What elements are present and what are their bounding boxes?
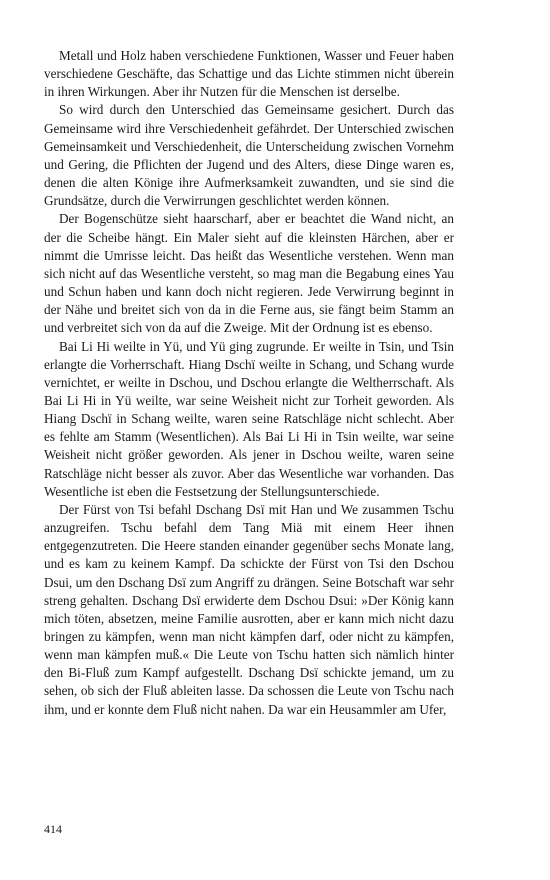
paragraph: Bai Li Hi weilte in Yü, und Yü ging zugrunde. Er weilte in Tsin, und Tsin erlangte die Vorherrschaft. Hiang Dschï weilte in Schang, und Schang wurde vernichtet, er weilte in Dschou, und Dschou erlangte die Weltherrschaft. Als Bai Li Hi in Yü weilte, war seine Weisheit nicht zur Torheit geworden. Als Hiang Dschï in Schang weilte, waren seine Ratschläge nicht schlecht. Aber es fehlte am Stamm (Wesentlichen). Als Bai Li Hi in Tsin weilte, war seine Weisheit nicht größer geworden. Als jener in Dschou weilte, waren seine Ratschläge nicht besser als zuvor. Aber das Wesentliche war vorhanden. Das Wesentliche ist eben die Festsetzung der Stellungsunterschiede.	[44, 338, 454, 499]
paragraph: Metall und Holz haben verschiedene Funktionen, Wasser und Feuer haben verschiedene Geschäfte, das Schattige und das Lichte stimmen nicht überein in ihren Wirkungen. Aber ihr Nutzen für die Menschen ist derselbe.	[44, 48, 454, 100]
paragraph: Der Bogenschütze sieht haarscharf, aber er beachtet die Wand nicht, an der die Scheibe hängt. Ein Maler sieht auf die kleinsten Härchen, aber er nimmt die Umrisse leicht. Das heißt das Wesentliche verstehen. Wenn man sich nicht auf das Wesentliche versteht, so mag man die Begabung eines Yau und Schun haben und kann doch nicht regieren. Jede Verwirrung beginnt in der Nähe und breitet sich von da in die Ferne aus, sie fängt beim Stamm an und verbreitet sich von da auf die Zweige. Mit der Ordnung ist es ebenso.	[44, 211, 454, 336]
paragraph: So wird durch den Unterschied das Gemeinsame gesichert. Durch das Gemeinsame wird ihre Verschiedenheit gefährdet. Der Unterschied zwischen Gemeinsamkeit und Verschiedenheit, die Unterscheidung zwischen Vornehm und Gering, die Pflichten der Jugend und des Alters, diese Dinge waren es, denen die alten Könige ihre Aufmerksamkeit zuwandten, und sie sind die Grundsätze, durch die Verwirrungen geschlichtet werden können.	[44, 102, 454, 209]
paragraph: Der Fürst von Tsi befahl Dschang Dsï mit Han und We zusammen Tschu anzugreifen. Tschu befahl dem Tang Miä mit einem Heer ihnen entgegenzutreten. Die Heere standen einander gegenüber sechs Monate lang, und es kam zu keinem Kampf. Da schickte der Fürst von Tsi den Dschou Dsui, um den Dschang Dsï zum Angriff zu drängen. Seine Botschaft war sehr streng gehalten. Dschang Dsï erwiderte dem Dschou Dsui: »Der König kann mich töten, absetzen, meine Familie ausrotten, aber er kann mich nicht dazu bringen zu kämpfen, wenn man nicht kämpfen darf, oder nicht zu kämpfen, wenn man kämpfen muß.« Die Leute von Tschu hatten sich nämlich hinter den Bi-Fluß zum Kampf aufgestellt. Dschang Dsï schickte jemand, um zu sehen, ob sich der Fluß ableiten lasse. Da schossen die Leute von Tschu nach ihm, und er konnte dem Fluß nicht nahen. Da war ein Heusammler am Ufer,	[44, 501, 454, 717]
page-body	[44, 47, 454, 719]
page-number: 414	[44, 822, 62, 836]
